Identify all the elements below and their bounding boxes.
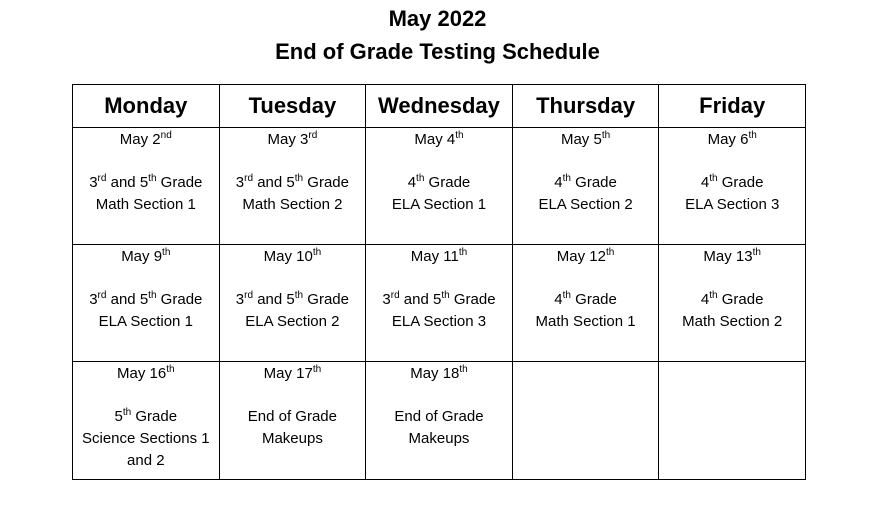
title-month: May 2022 — [388, 6, 487, 31]
cell-spacer — [661, 268, 803, 289]
cell-line: 4th Grade — [700, 290, 764, 308]
ordinal-suffix: th — [416, 173, 425, 184]
day-cell-monday — [73, 362, 220, 480]
day-cell-tuesday — [219, 362, 366, 480]
ordinal-suffix: th — [709, 290, 718, 301]
ordinal-suffix: th — [441, 290, 450, 301]
schedule-body — [73, 128, 806, 480]
cell-spacer — [368, 268, 510, 289]
cell-line: 3rd and 5th Grade — [235, 173, 349, 191]
cell-line: 4th Grade — [700, 173, 764, 191]
cell-line: 4th Grade — [554, 173, 617, 191]
cell-spacer — [661, 151, 803, 172]
day-cell-friday — [659, 245, 806, 362]
cell-date: May 13th — [703, 247, 761, 265]
cell-line: Math Section 1 — [95, 196, 196, 213]
ordinal-suffix: th — [122, 407, 132, 418]
cell-line: ELA Section 1 — [391, 196, 487, 213]
cell-line: 4th Grade — [554, 290, 617, 308]
cell-spacer — [75, 268, 217, 289]
day-cell-thursday — [512, 245, 659, 362]
day-header-friday: Friday — [659, 85, 806, 128]
cell-date: May 6th — [707, 130, 757, 148]
ordinal-suffix: th — [709, 173, 718, 184]
cell-line: 4th Grade — [407, 173, 471, 191]
ordinal-suffix: th — [601, 130, 611, 141]
cell-line: 5th Grade — [114, 407, 178, 425]
day-cell-monday — [73, 128, 220, 245]
day-header-thursday: Thursday — [512, 85, 659, 128]
ordinal-suffix: th — [562, 173, 571, 184]
cell-date: May 4th — [414, 130, 464, 148]
ordinal-suffix: th — [606, 247, 615, 258]
cell-line: ELA Section 3 — [391, 313, 487, 330]
cell-spacer — [368, 385, 510, 406]
ordinal-suffix: th — [458, 247, 468, 258]
day-header-monday: Monday — [73, 85, 220, 128]
cell-spacer — [515, 268, 657, 289]
schedule-table — [72, 84, 806, 480]
day-cell-wednesday — [366, 362, 513, 480]
week-row-2 — [73, 245, 806, 362]
cell-line: ELA Section 2 — [538, 196, 633, 213]
cell-line: Science Sections 1 — [82, 430, 210, 447]
cell-line: Makeups — [261, 430, 323, 447]
cell-line: Makeups — [408, 430, 470, 447]
cell-date: May 10th — [263, 247, 322, 265]
ordinal-suffix: th — [162, 247, 171, 258]
title-schedule: End of Grade Testing Schedule — [275, 39, 600, 64]
ordinal-suffix: nd — [160, 130, 172, 141]
week-row-1 — [73, 128, 806, 245]
ordinal-suffix: th — [294, 290, 304, 301]
ordinal-suffix: rd — [244, 290, 254, 301]
ordinal-suffix: th — [166, 364, 175, 375]
cell-date: May 17th — [263, 364, 322, 382]
cell-date: May 3rd — [267, 130, 318, 148]
day-cell-tuesday — [219, 128, 366, 245]
cell-line: 3rd and 5th Grade — [89, 290, 203, 308]
cell-line: End of Grade — [247, 408, 337, 425]
ordinal-suffix: th — [459, 364, 468, 375]
ordinal-suffix: th — [748, 130, 757, 141]
cell-line: ELA Section 3 — [685, 196, 780, 213]
cell-date: May 18th — [410, 364, 468, 382]
cell-date: May 9th — [121, 247, 171, 265]
cell-date: May 12th — [556, 247, 615, 265]
ordinal-suffix: th — [562, 290, 571, 301]
ordinal-suffix: th — [752, 247, 761, 258]
cell-spacer — [75, 385, 217, 406]
cell-date: May 16th — [117, 364, 175, 382]
cell-date: May 2nd — [119, 130, 172, 148]
ordinal-suffix: rd — [97, 173, 107, 184]
day-cell-thursday — [512, 362, 659, 480]
cell-spacer — [222, 151, 364, 172]
ordinal-suffix: rd — [390, 290, 400, 301]
cell-line: 3rd and 5th Grade — [89, 173, 203, 191]
day-cell-tuesday — [219, 245, 366, 362]
ordinal-suffix: rd — [97, 290, 107, 301]
ordinal-suffix: th — [312, 364, 322, 375]
day-cell-friday — [659, 128, 806, 245]
cell-line: End of Grade — [394, 408, 484, 425]
cell-spacer — [515, 151, 657, 172]
cell-line: Math Section 2 — [682, 313, 783, 330]
cell-line: 3rd and 5th Grade — [382, 290, 496, 308]
day-cell-friday — [659, 362, 806, 480]
cell-line: ELA Section 2 — [245, 313, 340, 330]
cell-spacer — [368, 151, 510, 172]
cell-spacer — [222, 268, 364, 289]
cell-spacer — [222, 385, 364, 406]
header-row — [73, 85, 806, 128]
day-cell-thursday — [512, 128, 659, 245]
cell-spacer — [75, 151, 217, 172]
ordinal-suffix: rd — [244, 173, 254, 184]
day-cell-monday — [73, 245, 220, 362]
ordinal-suffix: th — [148, 290, 157, 301]
day-header-tuesday: Tuesday — [219, 85, 366, 128]
ordinal-suffix: th — [148, 173, 157, 184]
day-cell-wednesday — [366, 245, 513, 362]
cell-line: Math Section 2 — [242, 196, 343, 213]
cell-date: May 11th — [410, 247, 468, 265]
ordinal-suffix: th — [312, 247, 322, 258]
cell-line: Math Section 1 — [535, 313, 636, 330]
cell-line: ELA Section 1 — [98, 313, 193, 330]
ordinal-suffix: th — [294, 173, 304, 184]
cell-date: May 5th — [560, 130, 611, 148]
ordinal-suffix: rd — [308, 130, 318, 141]
day-header-wednesday: Wednesday — [366, 85, 513, 128]
ordinal-suffix: th — [455, 130, 464, 141]
day-cell-wednesday — [366, 128, 513, 245]
week-row-3 — [73, 362, 806, 480]
cell-line: 3rd and 5th Grade — [235, 290, 349, 308]
cell-line: and 2 — [127, 452, 165, 469]
